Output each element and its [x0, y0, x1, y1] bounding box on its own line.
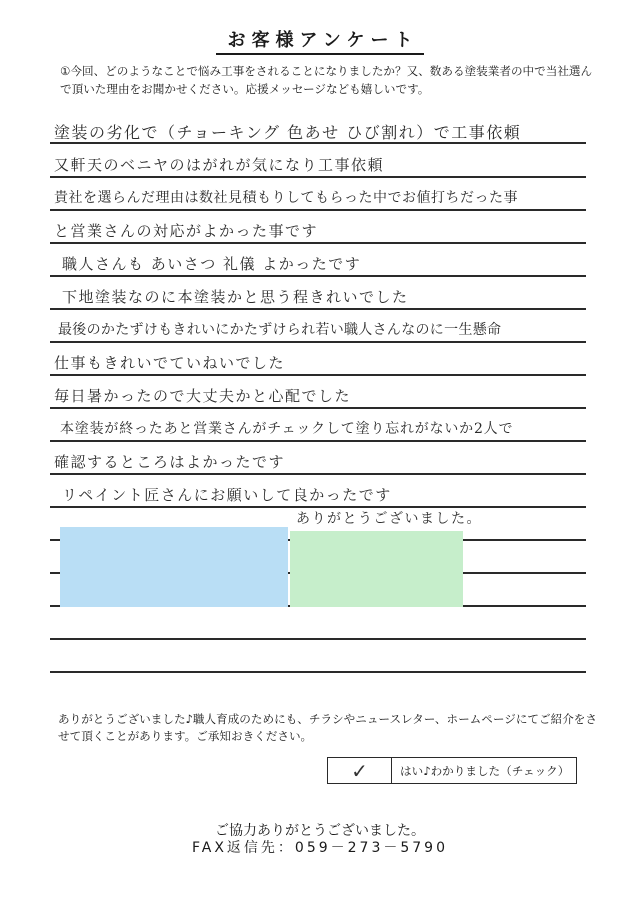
answer-rule [50, 638, 586, 640]
handwritten-line: 職人さんも あいさつ 礼儀 よかったです [62, 255, 362, 273]
redaction-block [290, 531, 463, 607]
answer-rule [50, 176, 586, 178]
answer-rule [50, 374, 586, 376]
handwritten-line: 下地塗装なのに本塗装かと思う程きれいでした [62, 288, 409, 306]
answer-rule [50, 341, 586, 343]
answer-rule [50, 242, 586, 244]
check-mark-icon[interactable]: ✓ [328, 758, 392, 783]
consent-checkbox[interactable] [327, 757, 577, 784]
consent-note: ありがとうございました♪職人育成のためにも、チラシやニュースレター、ホームページにてご紹介をさせて頂くことがあります。ご承知おきください。 [58, 712, 597, 743]
thanks-text: ご協力ありがとうございました。 [215, 823, 425, 839]
handwritten-line: 又軒天のベニヤのはがれが気になり工事依頼 [54, 156, 385, 174]
handwritten-line: 確認するところはよかったです [54, 453, 286, 471]
answer-rule [50, 308, 586, 310]
answer-rule [50, 473, 586, 475]
redaction-block [60, 527, 288, 607]
checkbox-label: はい♪わかりました（チェック） [400, 763, 570, 778]
answer-rule [50, 407, 586, 409]
handwritten-line: リペイント匠さんにお願いして良かったです [62, 486, 392, 504]
handwritten-line: 本塗装が終ったあと営業さんがチェックして塗り忘れがないか2人で [60, 421, 514, 437]
handwritten-line: 塗装の劣化で（チョーキング 色あせ ひび割れ）で工事依頼 [54, 123, 522, 142]
page-title: お客様アンケート [0, 26, 640, 52]
fax-number: FAX返信先：059－273－5790 [191, 840, 448, 856]
handwritten-line: 貴社を選らんだ理由は数社見積もりしてもらった中でお値打ちだった事 [54, 190, 518, 206]
handwritten-signoff: ありがとうございました。 [296, 511, 482, 527]
answer-rule [50, 671, 586, 673]
handwritten-line: 毎日暑かったので大丈夫かと心配でした [54, 387, 352, 405]
handwritten-line: 仕事もきれいでていねいでした [54, 354, 286, 372]
answer-rule [50, 275, 586, 277]
handwritten-line: と営業さんの対応がよかった事です [54, 222, 319, 240]
answer-rule [50, 440, 586, 442]
answer-rule [50, 209, 586, 211]
survey-question: ①今回、どのようなことで悩み工事をされることになりましたか？又、数ある塗装業者の中で当社選んで頂いた理由をお聞かせください。応援メッセージなども嬉しいです。 [60, 64, 593, 96]
handwritten-line: 最後のかたずけもきれいにかたずけられ若い職人さんなのに一生懸命 [58, 322, 502, 338]
